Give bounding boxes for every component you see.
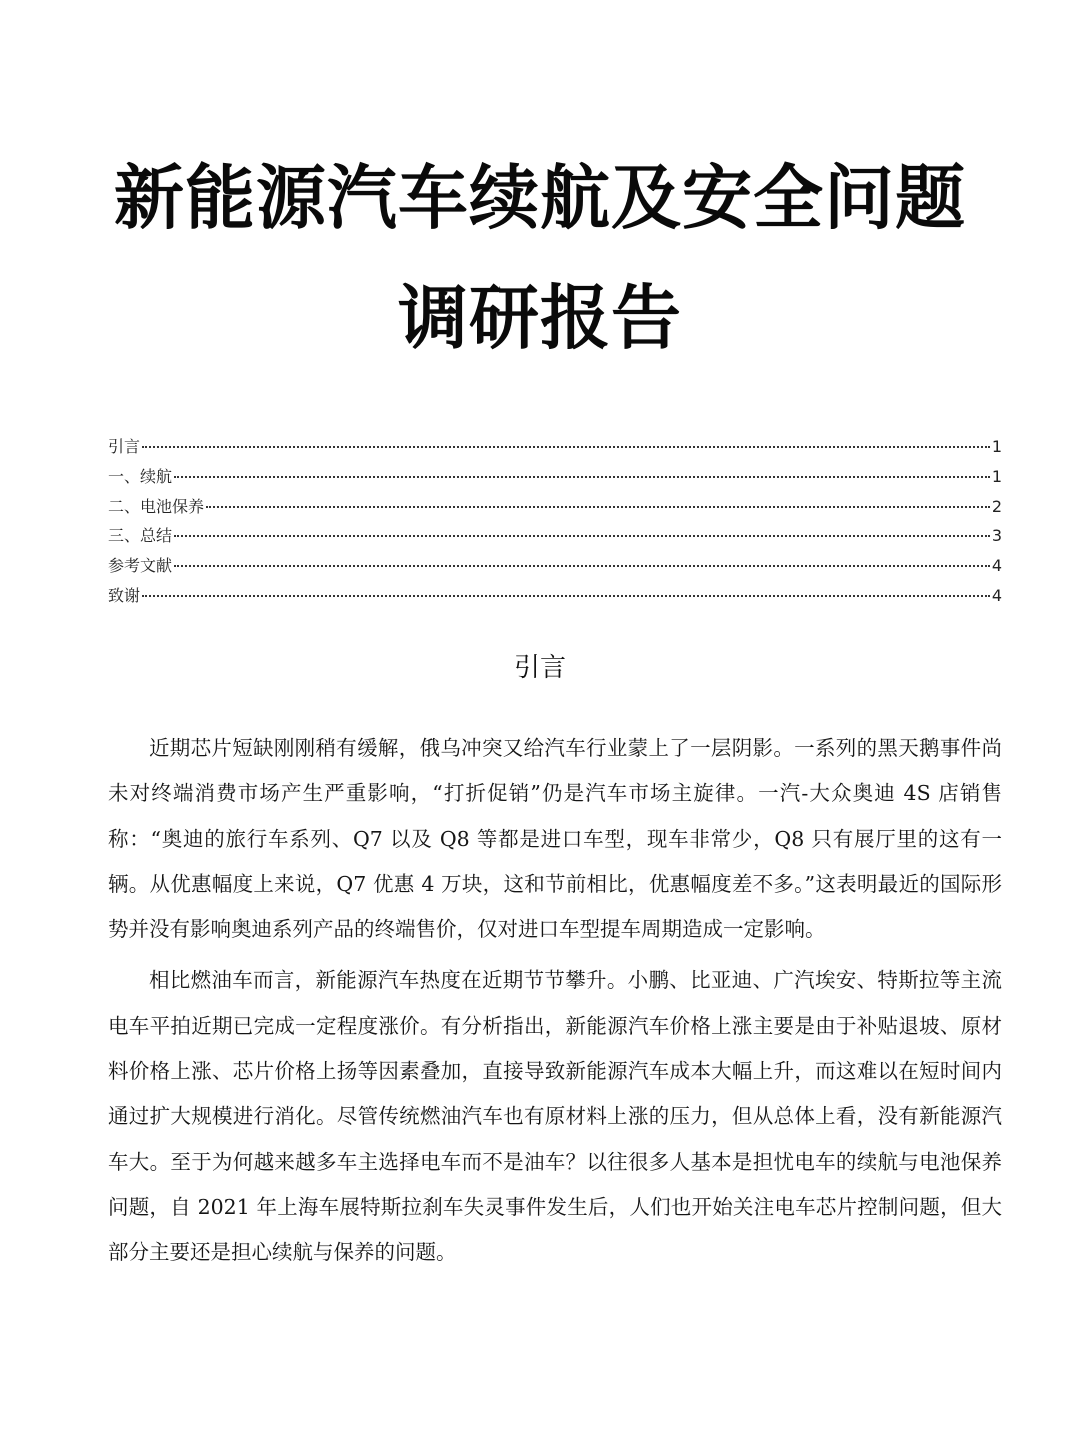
- body-paragraph: 相比燃油车而言，新能源汽车热度在近期节节攀升。小鹏、比亚迪、广汽埃安、特斯拉等主流电车平拍近期已完成一定程度涨价。有分析指出，新能源汽车价格上涨主要是由于补贴退坡、原材料价格上涨、芯片价格上扬等因素叠加，直接导致新能源汽车成本大幅上升，而这难以在短时间内通过扩大规模进行消化。尽管传统燃油汽车也有原材料上涨的压力，但从总体上看，没有新能源汽车大。至于为何越来越多车主选择电车而不是油车？以往很多人基本是担忧电车的续航与电池保养问题，自 2021 年上海车展特斯拉刹车失灵事件发生后，人们也开始关注电车芯片控制问题，但大部分主要还是担心续航与保养的问题。: [108, 968, 1002, 1265]
- toc-entry-label: 参考文献: [108, 556, 173, 576]
- toc-entry-page: 1: [991, 437, 1002, 456]
- toc-entry-intro[interactable]: [108, 434, 1002, 464]
- toc-entry-label: 引言: [108, 437, 141, 456]
- toc-leader-dots: [174, 565, 990, 567]
- toc-entry-page: 4: [991, 585, 1002, 605]
- toc-leader-dots: [206, 506, 990, 508]
- document-title-line-1: 新能源汽车续航及安全问题: [114, 157, 966, 239]
- toc-entry-range[interactable]: [108, 464, 1002, 494]
- toc-entry-references[interactable]: [108, 553, 1002, 583]
- section-body: [108, 726, 1002, 1282]
- toc-leader-dots: [142, 446, 990, 448]
- toc-entry-acknowledgements[interactable]: [108, 583, 1002, 613]
- toc-entry-page: 1: [991, 466, 1002, 486]
- toc-entry-label: 二、电池保养: [108, 496, 205, 516]
- toc-entry-summary[interactable]: [108, 523, 1002, 553]
- section-heading: 引言: [513, 653, 566, 683]
- toc-entry-page: 2: [991, 496, 1002, 516]
- toc-entry-label: 致谢: [108, 585, 141, 605]
- toc-entry-battery[interactable]: [108, 494, 1002, 524]
- document-title-line-2: 调研报告: [398, 277, 682, 359]
- toc-leader-dots: [174, 476, 990, 478]
- toc-entry-page: 4: [991, 556, 1002, 576]
- table-of-contents: [108, 434, 1002, 613]
- toc-entry-page: 3: [991, 526, 1002, 546]
- toc-leader-dots: [142, 595, 990, 597]
- toc-leader-dots: [174, 535, 990, 537]
- body-paragraph: 近期芯片短缺刚刚稍有缓解，俄乌冲突又给汽车行业蒙上了一层阴影。一系列的黑天鹅事件尚未对终端消费市场产生严重影响，“打折促销”仍是汽车市场主旋律。一汽-大众奥迪 4S 店销售称：“奥迪的旅行车系列、Q7 以及 Q8 等都是进口车型，现车非常少，Q8 只有展厅里的这有一辆。从优惠幅度上来说，Q7 优惠 4 万块，这和节前相比，优惠幅度差不多。”这表明最近的国际形势并没有影响奥迪系列产品的终端售价，仅对进口车型提车周期造成一定影响。: [108, 736, 1002, 942]
- toc-entry-label: 三、总结: [108, 526, 173, 546]
- toc-entry-label: 一、续航: [108, 466, 173, 486]
